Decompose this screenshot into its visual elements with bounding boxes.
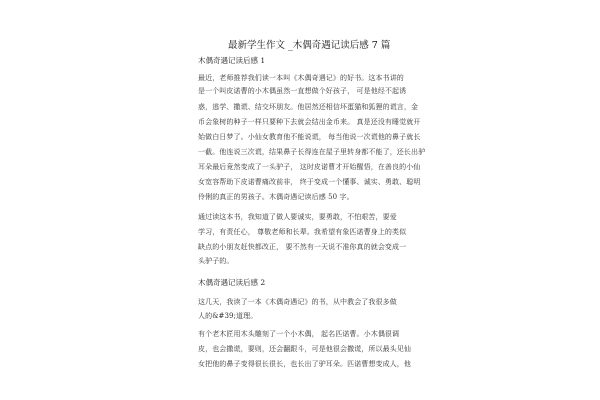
paragraph-line: 耳朵最后竟然变成了一头驴子， 这时皮诺曹才开始醒悟，在善良的小仙: [198, 163, 421, 171]
paragraph-line: 通过读这本书，我知道了做人要诚实，要勇敢，不怕艰苦，要爱: [198, 213, 397, 221]
paragraph-line: 女宽容帮助下皮诺曹痛改前非， 终于变成一个懂事、诚实、勇敢、聪明: [198, 178, 421, 186]
paragraph-line: 惑，逃学、撒谎、结交坏朋友。他居然还相信坏蛋猫和狐狸的谎言，金: [198, 103, 419, 111]
paragraph-line: 币会象树的种子一样只要种下去就会结出金币来。 真是还没有睡觉就开: [198, 118, 421, 126]
paragraph-line: 始做白日梦了。小仙女教育他不能说谎， 每当他说一次谎他的鼻子就长: [198, 133, 421, 141]
paragraph-line: 学习，有责任心， 尊敬老师和长辈。我希望有象匹诺曹身上的类似: [198, 228, 407, 236]
paragraph-line: 皮，也会撒谎，要则，还会翻跟斗，可是他很会撒谎，所以最头见仙: [198, 345, 411, 353]
section-heading-2: 木偶奇遇记读后感 2: [198, 278, 266, 287]
paragraph-line: 女把他的鼻子变得很长很长，也长出了驴耳朵。匹诺曹想变成人，他: [198, 360, 411, 368]
paragraph-line: 头驴子的。: [198, 257, 234, 265]
paragraph-line: 这几天，我读了一本《木偶奇遇记》的书，从中教会了我很多做: [198, 298, 397, 306]
section-heading-1: 木偶奇遇记读后感 1: [198, 56, 266, 65]
document-title: 最新学生作文 _木偶奇遇记读后感 7 篇: [228, 40, 391, 51]
paragraph-line: 有个老木匠用木头雕刻了一个小木偶， 起名匹诺曹。小木偶很调: [198, 330, 400, 338]
paragraph-line: 最近，老师推荐我们读一本叫《木偶奇遇记》的好书。这本书讲的: [198, 74, 404, 82]
paragraph-line: 缺点的小朋友赶快都改正， 要不然有一天说不准你真的就会变成一: [198, 243, 407, 251]
paragraph-line: 是一个叫皮诺曹的小木偶虽然一直想做个好孩子， 可是他经不起诱: [198, 87, 407, 95]
paragraph-line: 伶俐的真正的男孩子。木偶奇遇记读后感 50 字。: [198, 193, 354, 201]
paragraph-line: 一截。他连说三次谎，结果鼻子长得连在屋子里转身都不能了，还长出驴: [198, 148, 426, 156]
paragraph-line: 人的&#39;道理。: [198, 312, 258, 320]
